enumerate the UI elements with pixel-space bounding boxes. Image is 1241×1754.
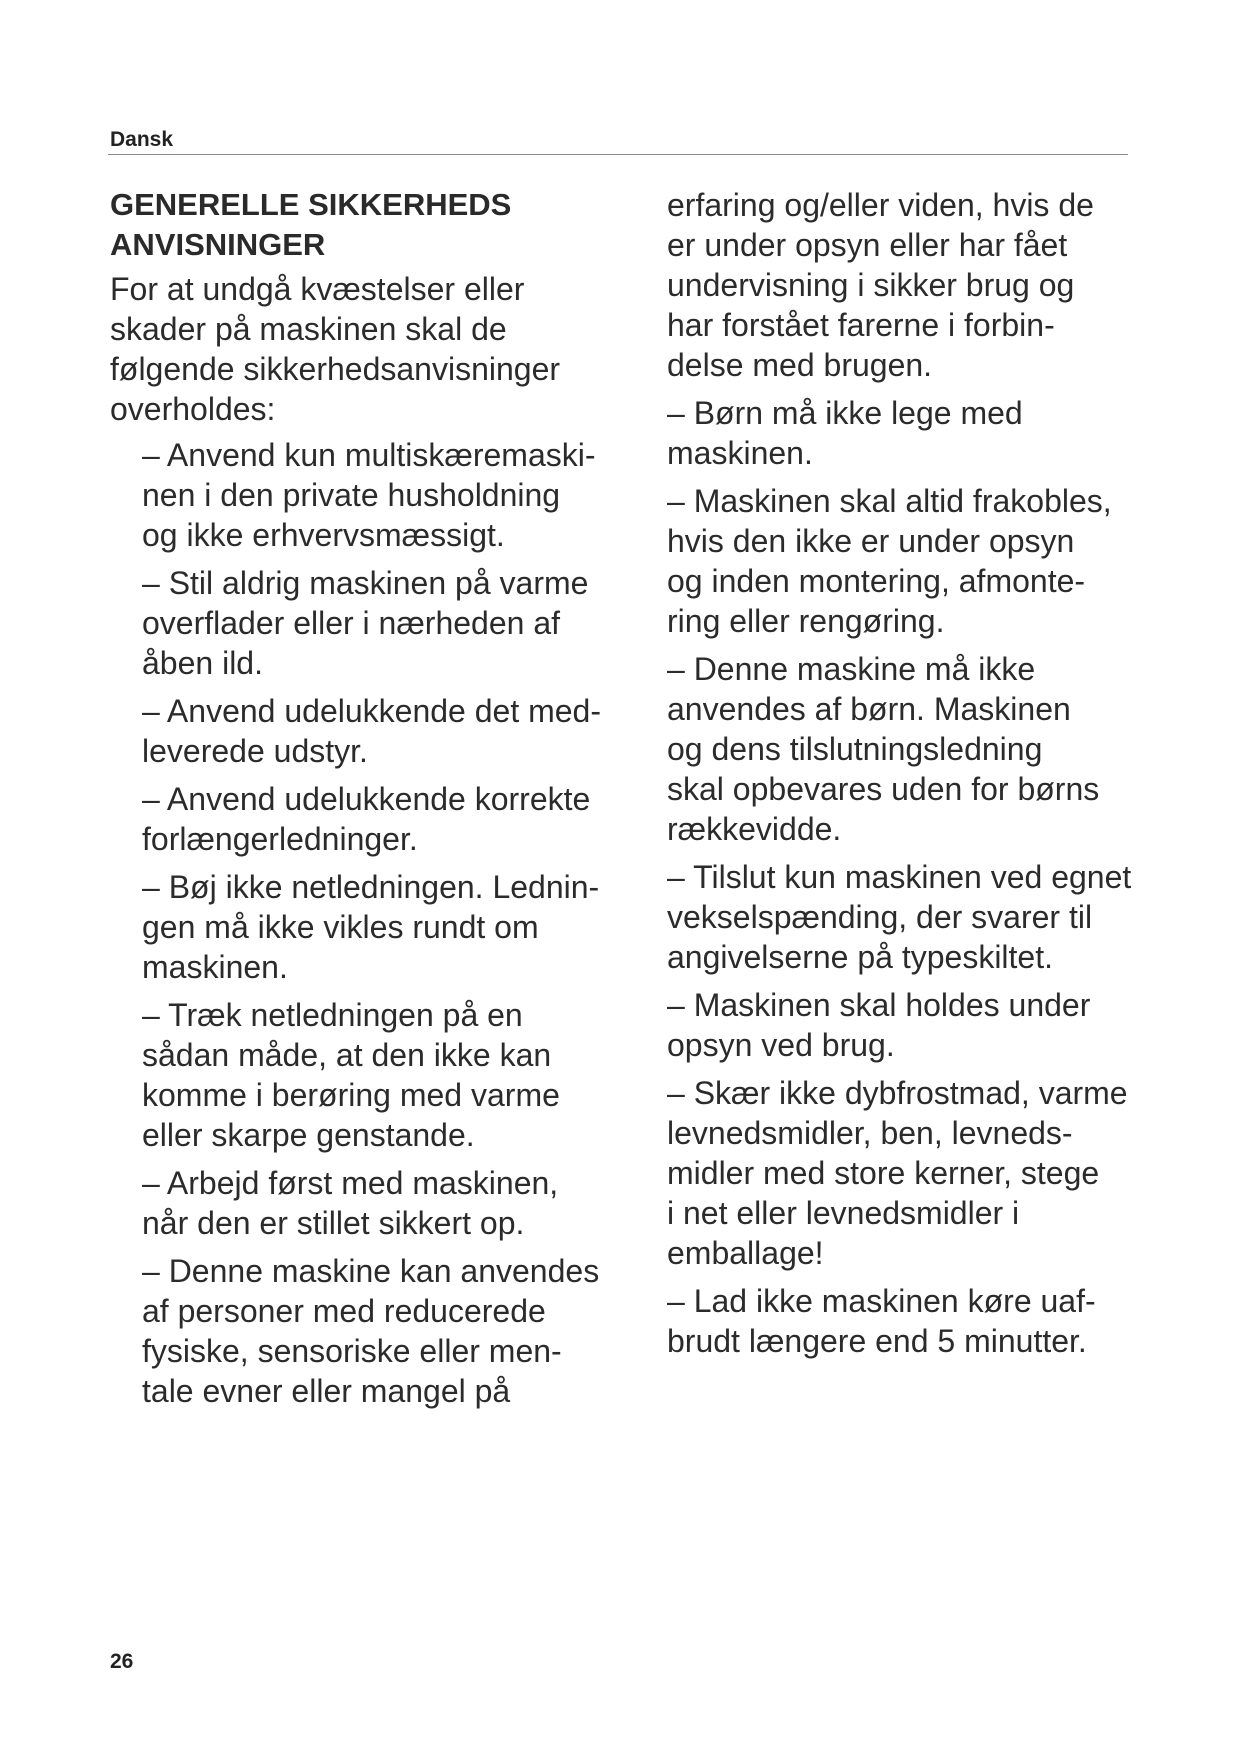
text-line: og inden montering, afmonte- xyxy=(667,563,1086,599)
text-line: i net eller levnedsmidler i xyxy=(667,1195,1020,1231)
text-line: hvis den ikke er under opsyn xyxy=(667,523,1075,559)
instruction-item xyxy=(142,435,650,555)
text-line: – Skær ikke dybfrostmad, varme xyxy=(667,1075,1128,1111)
text-line: skader på maskinen skal de xyxy=(110,311,507,347)
text-line: For at undgå kvæstelser eller xyxy=(110,271,525,307)
text-line: komme i berøring med varme xyxy=(142,1077,560,1113)
text-line: eller skarpe genstande. xyxy=(142,1117,475,1153)
text-line: overflader eller i nærheden af xyxy=(142,605,561,641)
text-line: opsyn ved brug. xyxy=(667,1027,895,1063)
text-line: – Maskinen skal holdes under xyxy=(667,987,1091,1023)
left-column xyxy=(110,185,650,1419)
text-line: midler med store kerner, stege xyxy=(667,1155,1100,1191)
text-line: gen må ikke vikles rundt om xyxy=(142,909,539,945)
text-line: overholdes: xyxy=(110,391,276,427)
header-language-label: Dansk xyxy=(110,128,174,151)
text-line: ring eller rengøring. xyxy=(667,603,945,639)
text-line: – Arbejd først med maskinen, xyxy=(142,1165,559,1201)
instruction-item xyxy=(667,481,1167,641)
text-line: når den er stillet sikkert op. xyxy=(142,1205,525,1241)
title-line: GENERELLE SIKKERHEDS xyxy=(110,187,512,222)
text-line: er under opsyn eller har fået xyxy=(667,227,1068,263)
text-line: emballage! xyxy=(667,1235,824,1271)
right-instruction-list xyxy=(667,185,1167,1361)
text-line: delse med brugen. xyxy=(667,347,933,383)
text-line: vekselspænding, der svarer til xyxy=(667,899,1093,935)
instruction-item xyxy=(667,857,1167,977)
text-line: rækkevidde. xyxy=(667,811,842,847)
text-line: sådan måde, at den ikke kan xyxy=(142,1037,552,1073)
text-line: levnedsmidler, ben, levneds- xyxy=(667,1115,1073,1151)
instruction-item xyxy=(142,995,650,1155)
text-line: – Anvend udelukkende det med- xyxy=(142,693,601,729)
right-column xyxy=(667,185,1167,1369)
instruction-item xyxy=(142,1163,650,1243)
text-line: af personer med reducerede xyxy=(142,1293,546,1329)
text-line: – Bøj ikke netledningen. Lednin- xyxy=(142,869,600,905)
text-line: leverede udstyr. xyxy=(142,733,368,769)
instruction-item xyxy=(142,1251,650,1411)
instruction-item xyxy=(667,393,1167,473)
text-line: angivelserne på typeskiltet. xyxy=(667,939,1053,975)
text-line: – Tilslut kun maskinen ved egnet xyxy=(667,859,1132,895)
text-line: – Træk netledningen på en xyxy=(142,997,523,1033)
header-divider xyxy=(108,154,1128,155)
instruction-item xyxy=(142,563,650,683)
text-line: brudt længere end 5 minutter. xyxy=(667,1323,1087,1359)
text-line: fysiske, sensoriske eller men- xyxy=(142,1333,562,1369)
instruction-item xyxy=(667,985,1167,1065)
text-line: maskinen. xyxy=(142,949,288,985)
instruction-item xyxy=(142,779,650,859)
intro-paragraph xyxy=(110,269,650,429)
instruction-item xyxy=(667,1073,1167,1273)
text-line: – Denne maskine kan anvendes xyxy=(142,1253,600,1289)
left-instruction-list xyxy=(110,435,650,1411)
text-line: – Maskinen skal altid frakobles, xyxy=(667,483,1112,519)
text-line: åben ild. xyxy=(142,645,263,681)
text-line: og ikke erhvervsmæssigt. xyxy=(142,517,505,553)
text-line: har forstået farerne i forbin- xyxy=(667,307,1055,343)
text-line: erfaring og/eller viden, hvis de xyxy=(667,187,1094,223)
text-line: forlængerledninger. xyxy=(142,821,418,857)
text-line: – Denne maskine må ikke xyxy=(667,651,1036,687)
section-title xyxy=(110,185,650,265)
instruction-item xyxy=(142,867,650,987)
text-line: – Anvend udelukkende korrekte xyxy=(142,781,591,817)
text-line: – Anvend kun multiskæremaski- xyxy=(142,437,596,473)
instruction-item xyxy=(667,1281,1167,1361)
text-line: anvendes af børn. Maskinen xyxy=(667,691,1071,727)
instruction-item xyxy=(142,691,650,771)
text-line: nen i den private husholdning xyxy=(142,477,561,513)
text-line: tale evner eller mangel på xyxy=(142,1373,511,1409)
text-line: undervisning i sikker brug og xyxy=(667,267,1075,303)
text-line: maskinen. xyxy=(667,435,813,471)
title-line: ANVISNINGER xyxy=(110,227,326,262)
text-line: – Stil aldrig maskinen på varme xyxy=(142,565,589,601)
instruction-item xyxy=(667,185,1167,385)
instruction-item xyxy=(667,649,1167,849)
text-line: skal opbevares uden for børns xyxy=(667,771,1100,807)
text-line: – Børn må ikke lege med xyxy=(667,395,1023,431)
text-line: – Lad ikke maskinen køre uaf- xyxy=(667,1283,1096,1319)
text-line: følgende sikkerhedsanvisninger xyxy=(110,351,561,387)
text-line: og dens tilslutningsledning xyxy=(667,731,1043,767)
page-number: 26 xyxy=(110,1650,134,1673)
